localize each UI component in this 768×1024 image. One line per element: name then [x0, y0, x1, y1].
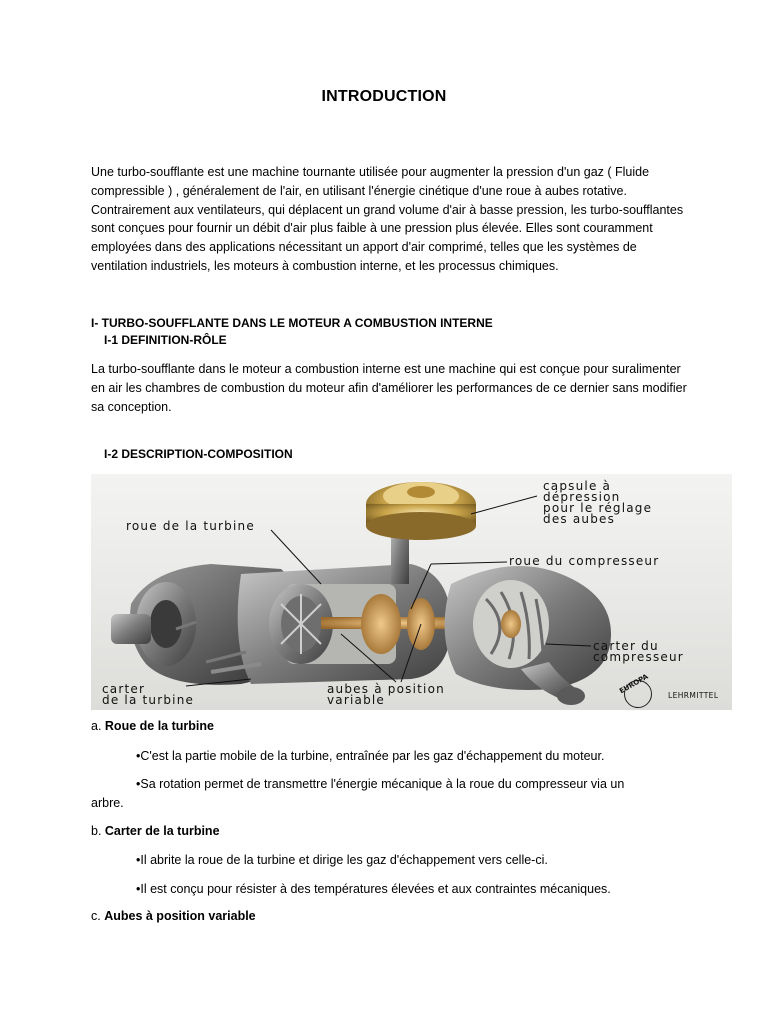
publisher-logo [618, 672, 728, 708]
section-1-heading: I- TURBO-SOUFFLANTE DANS LE MOTEUR A COMBUSTION INTERNE [91, 316, 493, 330]
item-c-title: Aubes à position variable [104, 909, 256, 923]
label-carter-turbine: carter de la turbine [102, 682, 195, 707]
section-1-1-heading: I-1 DEFINITION-RÔLE [104, 333, 227, 347]
item-b-title: Carter de la turbine [104, 824, 220, 838]
compressor-wheel-graphic [473, 580, 549, 668]
logo-top-text: EUROPA [618, 672, 650, 696]
item-c-prefix: c. [91, 909, 105, 923]
section-1-2-heading: I-2 DESCRIPTION-COMPOSITION [104, 447, 293, 461]
label-capsule: capsule à dépression pour le réglage des aubes [543, 479, 653, 526]
intro-paragraph: Une turbo-soufflante est une machine tournante utilisée pour augmenter la pression d'un gaz ( Fluide compressible ) , généralement de l'air, en utilisant l'énergie cinétique d'une roue à aubes rotative. Contrairement aux ventilateurs, qui déplacent un grand volume d'air à basse pression, les turbo-soufflantes sont conçues pour fournir un débit d'air plus faible à une pression plus élevée. Elles sont couramment employées dans des applications nécessitant un apport d'air comprimé, telles que les systèmes de ventilation industriels, les moteurs à combustion interne, et les processus chimiques. [91, 165, 684, 273]
item-b-label [91, 824, 220, 838]
label-roue-compresseur: roue du compresseur [509, 554, 660, 568]
item-a-bullet-1: •C'est la partie mobile de la turbine, entraînée par les gaz d'échappement du moteur. [136, 749, 605, 763]
logo-text: LEHRMITTEL [668, 691, 719, 700]
item-a-label [91, 719, 214, 733]
item-a-bullet-2-continuation: arbre. [91, 796, 124, 810]
turbocharger-figure [91, 474, 732, 710]
label-aubes: aubes à position variable [327, 682, 445, 707]
item-a-title: Roue de la turbine [104, 719, 214, 733]
page-title: INTRODUCTION [321, 88, 447, 105]
label-roue-turbine: roue de la turbine [126, 519, 255, 533]
item-b-bullet-1: •Il abrite la roue de la turbine et dirige les gaz d'échappement vers celle-ci. [136, 853, 548, 867]
item-b-prefix: b. [91, 824, 105, 838]
item-b-bullet-2: •Il est conçu pour résister à des températures élevées et aux contraintes mécaniques. [136, 882, 611, 896]
item-c-label [91, 909, 256, 923]
definition-paragraph: La turbo-soufflante dans le moteur a combustion interne est une machine qui est conçue pour suralimenter en air les chambres de combustion du moteur afin d'améliorer les performances de ce dernier sans modifier sa conception. [91, 362, 687, 414]
label-carter-compresseur: carter du compresseur [593, 639, 684, 664]
item-a-bullet-2: •Sa rotation permet de transmettre l'énergie mécanique à la roue du compresseur via un [136, 777, 625, 791]
item-a-prefix: a. [91, 719, 105, 733]
